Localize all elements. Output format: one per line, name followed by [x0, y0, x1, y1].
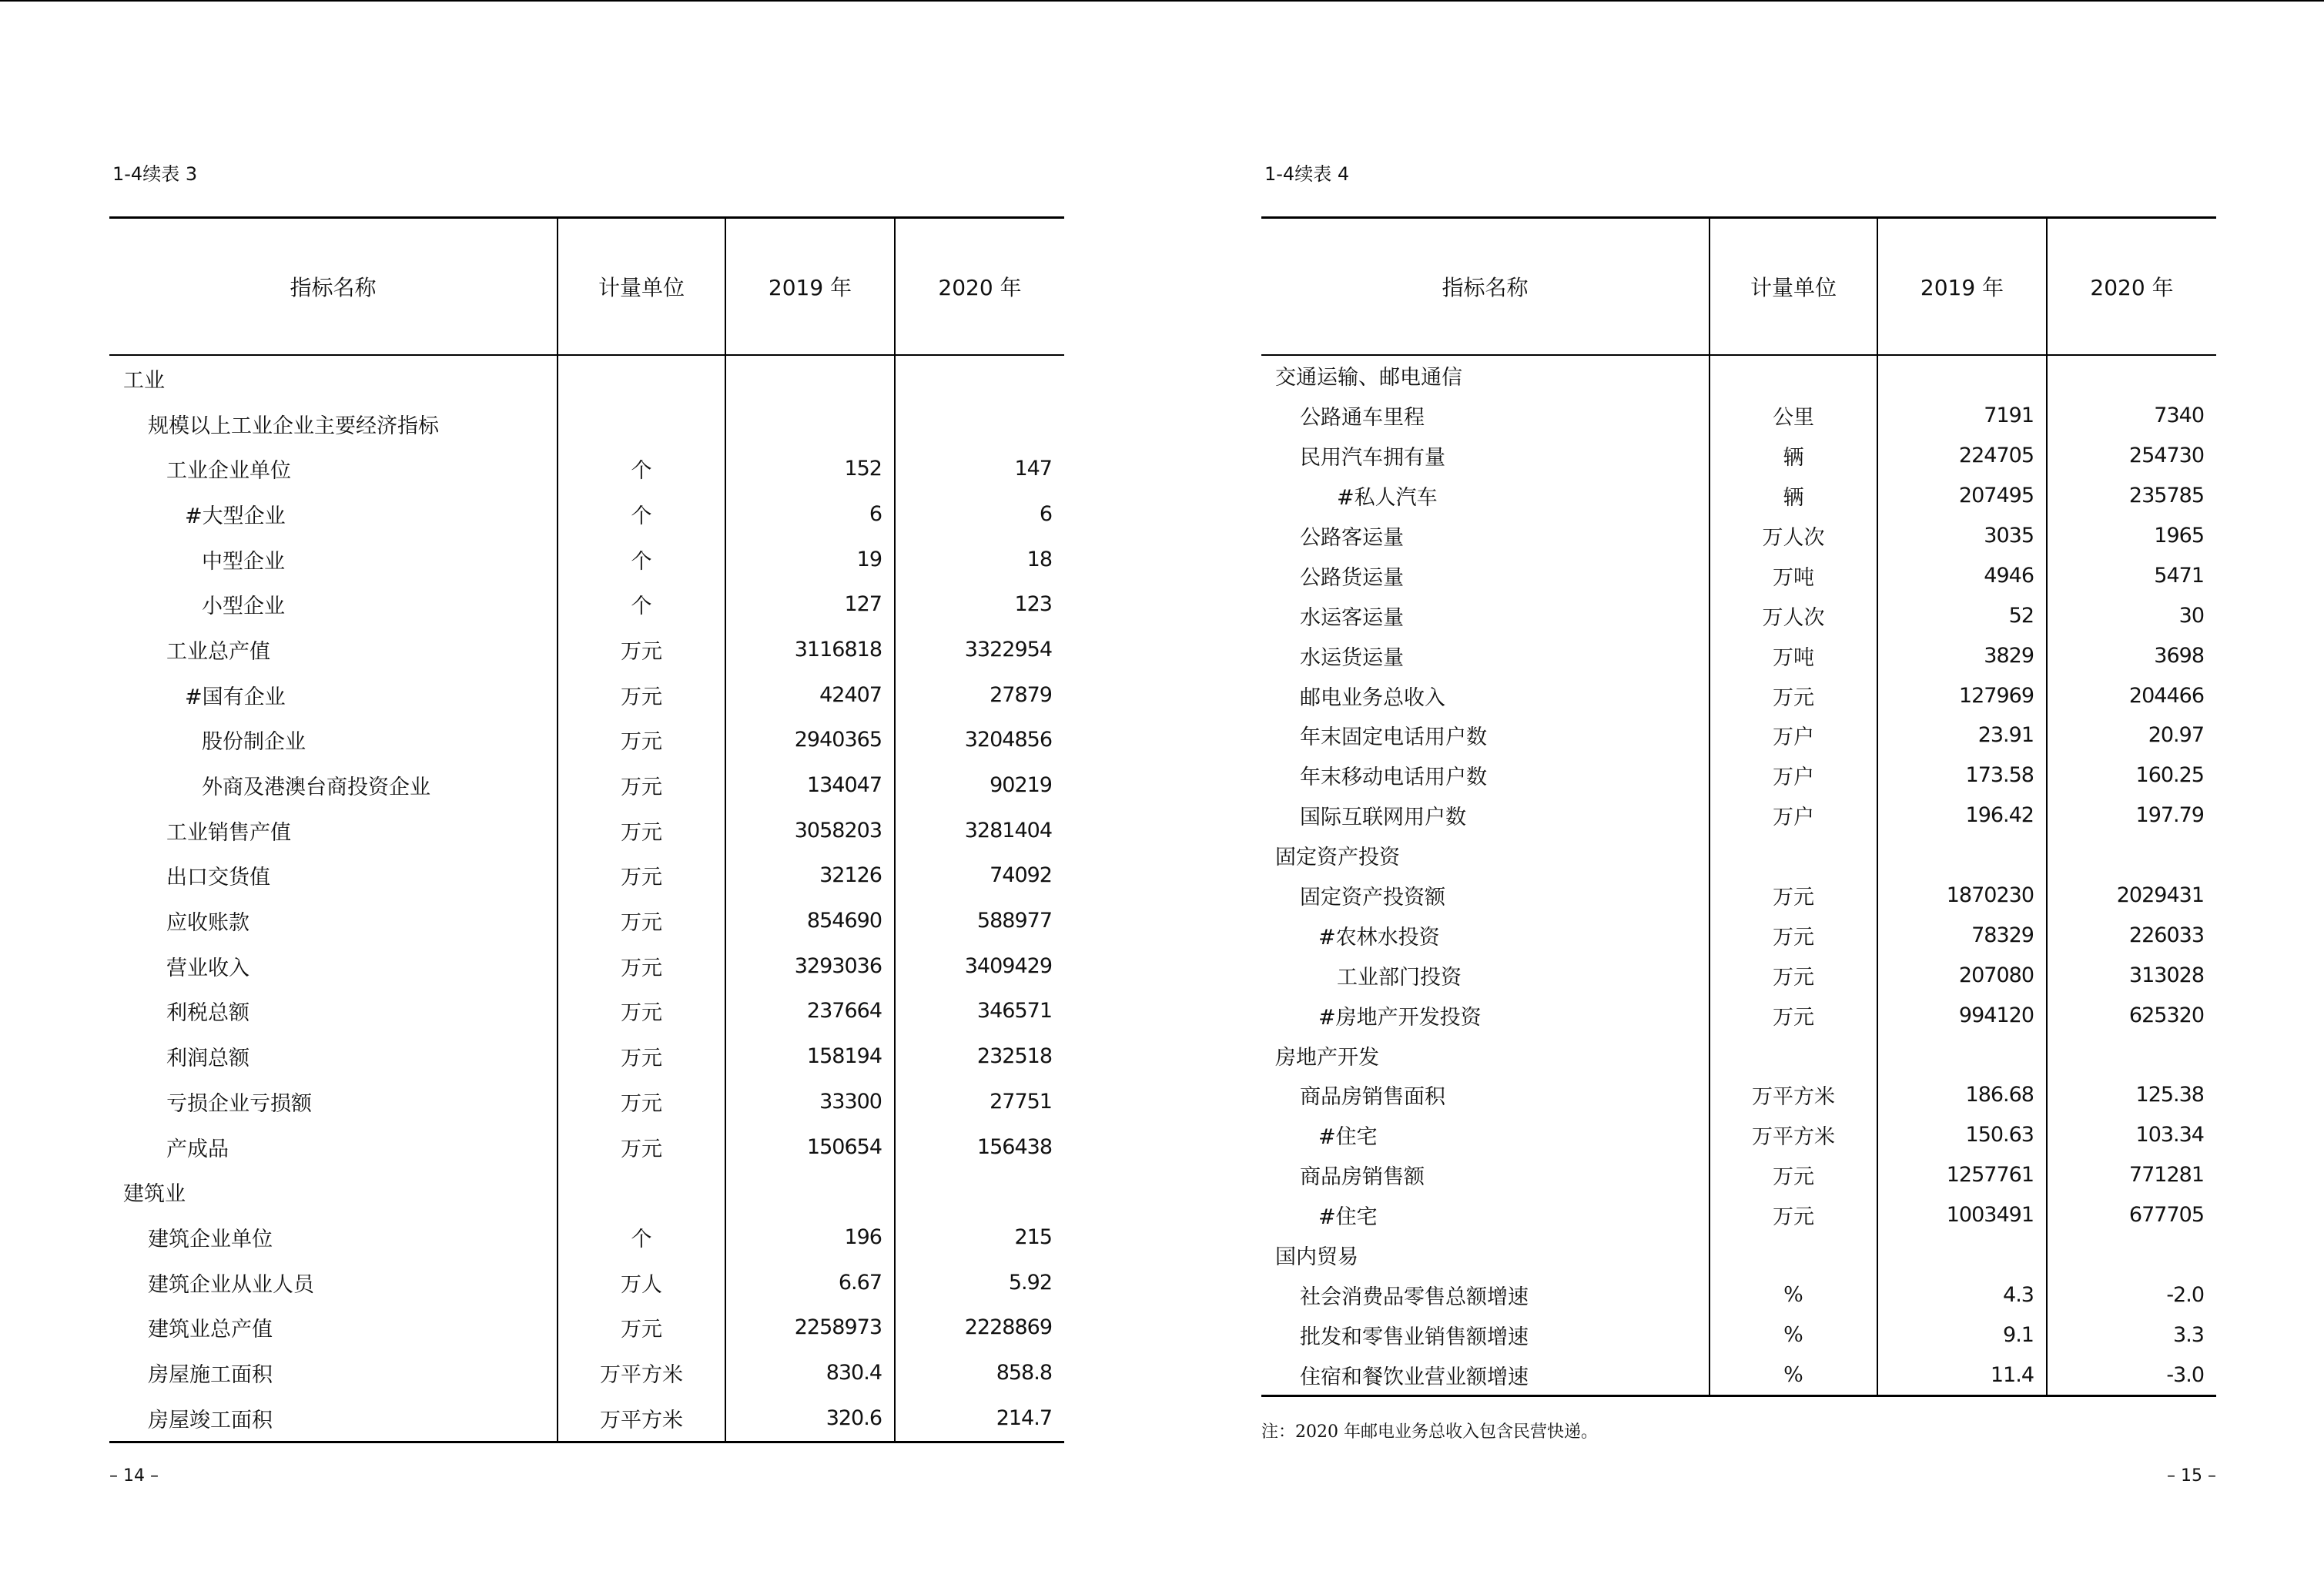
table-row [1261, 355, 2216, 396]
table-row [1261, 476, 2216, 516]
table-row [109, 1305, 1064, 1350]
row-name: 民用汽车拥有量 [1300, 446, 1445, 471]
row-unit: 个 [558, 491, 725, 537]
row-value-2020: 2228869 [895, 1305, 1064, 1350]
row-unit: 万元 [558, 1305, 725, 1350]
row-unit [558, 355, 725, 401]
row-unit: 万元 [558, 627, 725, 672]
row-value-2020 [2047, 1235, 2216, 1275]
table-caption: 1-4续表 3 [112, 163, 198, 185]
row-name: 小型企业 [202, 595, 285, 619]
row-value-2020: 235785 [2047, 476, 2216, 516]
row-unit: 万元 [1710, 876, 1877, 916]
table-row [1261, 1155, 2216, 1195]
table-row [109, 943, 1064, 989]
right-page [1261, 0, 2216, 1588]
row-value-2020 [2047, 1035, 2216, 1075]
table-row [109, 853, 1064, 899]
row-value-2020: 5471 [2047, 555, 2216, 595]
row-value-2020: 254730 [2047, 436, 2216, 476]
table-row [109, 401, 1064, 447]
table-row [1261, 1235, 2216, 1275]
row-value-2019: 52 [1877, 595, 2047, 635]
row-unit: 万元 [558, 1034, 725, 1079]
table-row [109, 718, 1064, 763]
row-unit: 万元 [1710, 995, 1877, 1035]
row-value-2020: 3281404 [895, 808, 1064, 853]
row-name: 利税总额 [166, 1001, 249, 1026]
table-row [109, 1169, 1064, 1214]
table-row [1261, 1315, 2216, 1355]
row-unit: 万元 [558, 762, 725, 808]
row-unit: 万平方米 [558, 1395, 725, 1442]
row-value-2020: 2029431 [2047, 876, 2216, 916]
table-row [1261, 396, 2216, 436]
row-value-2020: 27751 [895, 1079, 1064, 1124]
row-unit: 万户 [1710, 755, 1877, 796]
row-name: 营业收入 [166, 956, 249, 980]
row-name: 水运货运量 [1300, 645, 1404, 670]
table-row [1261, 1195, 2216, 1235]
row-value-2020: 5.92 [895, 1260, 1064, 1305]
table-footnote: 注：2020 年邮电业务总收入包含民营快递。 [1261, 1422, 1598, 1442]
row-value-2019: 11.4 [1877, 1355, 2047, 1395]
row-value-2020: 160.25 [2047, 755, 2216, 796]
row-name: #大型企业 [185, 504, 286, 528]
table-row [1261, 635, 2216, 675]
header-2020: 2020 年 [2047, 218, 2216, 356]
table-row [109, 581, 1064, 627]
table-header-row [1261, 218, 2216, 356]
row-name: 社会消费品零售总额增速 [1300, 1285, 1529, 1309]
row-value-2019: 4946 [1877, 555, 2047, 595]
row-unit [1710, 1235, 1877, 1275]
table-row [1261, 1075, 2216, 1115]
row-unit: 辆 [1710, 436, 1877, 476]
row-name: 年末固定电话用户数 [1300, 725, 1487, 750]
table-row [109, 898, 1064, 943]
table-row [109, 355, 1064, 401]
statistics-table [1261, 216, 2216, 1397]
table-row [1261, 1355, 2216, 1395]
header-2019: 2019 年 [1877, 218, 2047, 356]
row-value-2019: 6.67 [725, 1260, 895, 1305]
row-value-2019: 33300 [725, 1079, 895, 1124]
row-value-2020: 226033 [2047, 915, 2216, 955]
row-unit: 万元 [558, 853, 725, 899]
table-row [109, 989, 1064, 1034]
row-unit: 个 [558, 1214, 725, 1260]
row-value-2019 [725, 401, 895, 447]
row-unit: 个 [558, 581, 725, 627]
table-row [1261, 436, 2216, 476]
row-unit: 万吨 [1710, 635, 1877, 675]
row-value-2019: 134047 [725, 762, 895, 808]
row-value-2019 [1877, 836, 2047, 876]
row-name: 国内贸易 [1275, 1245, 1358, 1270]
row-unit: 公里 [1710, 396, 1877, 436]
row-name: 房屋竣工面积 [148, 1408, 273, 1432]
row-value-2020: 625320 [2047, 995, 2216, 1035]
row-name: 公路通车里程 [1300, 406, 1425, 431]
row-value-2020: 214.7 [895, 1395, 1064, 1442]
table-row [1261, 555, 2216, 595]
row-name: 国际互联网用户数 [1300, 806, 1466, 830]
row-value-2020: -3.0 [2047, 1355, 2216, 1395]
row-value-2019: 173.58 [1877, 755, 2047, 796]
row-unit: 万元 [558, 672, 725, 718]
row-unit: 万元 [558, 989, 725, 1034]
row-name: 工业销售产值 [166, 820, 291, 845]
table-row [109, 762, 1064, 808]
table-header-row [109, 218, 1064, 356]
row-unit: 万元 [1710, 955, 1877, 995]
header-2020: 2020 年 [895, 218, 1064, 356]
row-value-2020: 103.34 [2047, 1115, 2216, 1155]
row-value-2020: 215 [895, 1214, 1064, 1260]
row-value-2020 [2047, 355, 2216, 396]
row-value-2019: 150654 [725, 1124, 895, 1170]
row-value-2019: 854690 [725, 898, 895, 943]
row-name: 邮电业务总收入 [1300, 685, 1445, 710]
row-value-2020: 6 [895, 491, 1064, 537]
row-unit: 万元 [558, 1079, 725, 1124]
row-unit: 万元 [558, 718, 725, 763]
row-value-2019 [725, 1169, 895, 1214]
row-value-2019: 196.42 [1877, 796, 2047, 836]
table-row [109, 672, 1064, 718]
row-name: 交通运输、邮电通信 [1275, 366, 1462, 390]
row-unit: 万吨 [1710, 555, 1877, 595]
table-row [109, 1350, 1064, 1395]
row-value-2020: 197.79 [2047, 796, 2216, 836]
row-name: #住宅 [1318, 1125, 1378, 1150]
row-name: 固定资产投资 [1275, 846, 1400, 870]
header-indicator-name: 指标名称 [109, 218, 558, 356]
row-name: 工业 [123, 368, 165, 393]
row-value-2020 [895, 355, 1064, 401]
row-name: 建筑业总产值 [148, 1318, 273, 1342]
row-value-2020: 7340 [2047, 396, 2216, 436]
row-value-2020 [2047, 836, 2216, 876]
row-value-2020: 346571 [895, 989, 1064, 1034]
row-value-2019 [1877, 1035, 2047, 1075]
table-row [109, 808, 1064, 853]
row-value-2019: 127 [725, 581, 895, 627]
row-value-2019: 158194 [725, 1034, 895, 1079]
row-unit: 万人次 [1710, 595, 1877, 635]
table-row [1261, 796, 2216, 836]
row-value-2019: 3116818 [725, 627, 895, 672]
row-value-2019: 19 [725, 537, 895, 582]
table-row [109, 1395, 1064, 1442]
row-value-2019: 186.68 [1877, 1075, 2047, 1115]
row-unit: 万元 [558, 898, 725, 943]
row-name: 水运客运量 [1300, 605, 1404, 630]
row-name: 房屋施工面积 [148, 1362, 273, 1387]
row-unit: 万平方米 [558, 1350, 725, 1395]
row-unit: 辆 [1710, 476, 1877, 516]
table-row [109, 1124, 1064, 1170]
row-unit: 万平方米 [1710, 1115, 1877, 1155]
row-unit: 万元 [558, 943, 725, 989]
row-value-2020: 677705 [2047, 1195, 2216, 1235]
table-row [1261, 755, 2216, 796]
row-value-2020: 123 [895, 581, 1064, 627]
row-unit: 万元 [1710, 675, 1877, 715]
row-value-2019: 32126 [725, 853, 895, 899]
header-unit: 计量单位 [558, 218, 725, 356]
row-value-2020: 204466 [2047, 675, 2216, 715]
page-number: – 14 – [109, 1466, 159, 1486]
row-value-2019: 224705 [1877, 436, 2047, 476]
table-row [109, 1260, 1064, 1305]
row-value-2019: 3829 [1877, 635, 2047, 675]
row-name: 规模以上工业企业主要经济指标 [148, 414, 439, 438]
row-value-2020: 232518 [895, 1034, 1064, 1079]
row-unit: % [1710, 1315, 1877, 1355]
row-value-2020 [895, 1169, 1064, 1214]
row-unit: 万户 [1710, 796, 1877, 836]
table-row [1261, 876, 2216, 916]
row-unit: 万元 [1710, 1155, 1877, 1195]
table-row [1261, 675, 2216, 715]
row-value-2020: 3.3 [2047, 1315, 2216, 1355]
row-value-2019: 237664 [725, 989, 895, 1034]
header-unit: 计量单位 [1710, 218, 1877, 356]
row-value-2019: 2258973 [725, 1305, 895, 1350]
row-value-2019: 42407 [725, 672, 895, 718]
row-value-2020: 313028 [2047, 955, 2216, 995]
row-name: 公路客运量 [1300, 526, 1404, 550]
row-value-2020: 3698 [2047, 635, 2216, 675]
row-unit: 万元 [1710, 915, 1877, 955]
row-value-2019: 23.91 [1877, 715, 2047, 755]
row-value-2019: 3035 [1877, 516, 2047, 556]
row-name: 建筑企业单位 [148, 1227, 273, 1251]
row-value-2020: 27879 [895, 672, 1064, 718]
row-value-2019: 994120 [1877, 995, 2047, 1035]
row-unit [558, 401, 725, 447]
row-value-2019: 2940365 [725, 718, 895, 763]
row-value-2019: 3293036 [725, 943, 895, 989]
table-row [1261, 995, 2216, 1035]
row-name: 出口交货值 [166, 866, 270, 890]
row-name: 亏损企业亏损额 [166, 1091, 312, 1116]
table-row [1261, 715, 2216, 755]
row-unit: 万平方米 [1710, 1075, 1877, 1115]
row-name: #私人汽车 [1337, 486, 1438, 511]
row-name: 批发和零售业销售额增速 [1300, 1325, 1529, 1349]
row-name: 建筑企业从业人员 [148, 1272, 314, 1297]
page-number: – 15 – [2167, 1466, 2216, 1486]
row-unit [1710, 836, 1877, 876]
row-name: 公路货运量 [1300, 565, 1404, 590]
row-name: #农林水投资 [1318, 925, 1440, 950]
header-indicator-name: 指标名称 [1261, 218, 1710, 356]
row-value-2019: 6 [725, 491, 895, 537]
row-name: 利润总额 [166, 1047, 249, 1071]
row-unit: 万元 [558, 1124, 725, 1170]
row-value-2020: 588977 [895, 898, 1064, 943]
row-name: 工业总产值 [166, 639, 270, 664]
row-value-2020: 74092 [895, 853, 1064, 899]
row-value-2019: 1003491 [1877, 1195, 2047, 1235]
row-value-2020: 147 [895, 446, 1064, 491]
table-row [1261, 915, 2216, 955]
row-name: 工业企业单位 [166, 459, 291, 484]
header-2019: 2019 年 [725, 218, 895, 356]
table-row [109, 446, 1064, 491]
row-value-2020: 18 [895, 537, 1064, 582]
row-unit: 个 [558, 537, 725, 582]
row-value-2020: 125.38 [2047, 1075, 2216, 1115]
row-unit: 万元 [1710, 1195, 1877, 1235]
row-name: 住宿和餐饮业营业额增速 [1300, 1365, 1529, 1389]
row-value-2020: 3204856 [895, 718, 1064, 763]
table-row [109, 491, 1064, 537]
row-value-2019: 150.63 [1877, 1115, 2047, 1155]
row-value-2020: 858.8 [895, 1350, 1064, 1395]
row-value-2019 [1877, 355, 2047, 396]
row-name: 中型企业 [202, 549, 285, 574]
row-name: 产成品 [166, 1137, 229, 1161]
row-value-2019: 9.1 [1877, 1315, 2047, 1355]
table-row [1261, 516, 2216, 556]
table-row [109, 1079, 1064, 1124]
row-value-2020: 1965 [2047, 516, 2216, 556]
table-row [1261, 1115, 2216, 1155]
row-value-2019 [1877, 1235, 2047, 1275]
row-name: 固定资产投资额 [1300, 886, 1445, 910]
row-name: #住宅 [1318, 1205, 1378, 1230]
row-value-2020: 90219 [895, 762, 1064, 808]
row-value-2020: 771281 [2047, 1155, 2216, 1195]
row-value-2019: 152 [725, 446, 895, 491]
row-value-2019: 196 [725, 1214, 895, 1260]
row-unit [1710, 355, 1877, 396]
row-unit [558, 1169, 725, 1214]
row-unit: 万人次 [1710, 516, 1877, 556]
table-row [109, 1214, 1064, 1260]
row-value-2019: 830.4 [725, 1350, 895, 1395]
row-value-2020: 3409429 [895, 943, 1064, 989]
row-value-2019: 3058203 [725, 808, 895, 853]
left-page [109, 0, 1064, 1588]
table-row [1261, 836, 2216, 876]
row-name: 年末移动电话用户数 [1300, 766, 1487, 790]
row-value-2019: 127969 [1877, 675, 2047, 715]
row-value-2019: 207080 [1877, 955, 2047, 995]
table-row [109, 537, 1064, 582]
statistics-table [109, 216, 1064, 1443]
row-unit: % [1710, 1275, 1877, 1315]
row-value-2020: 156438 [895, 1124, 1064, 1170]
row-value-2020: 20.97 [2047, 715, 2216, 755]
row-value-2019: 4.3 [1877, 1275, 2047, 1315]
row-unit: 万元 [558, 808, 725, 853]
row-name: 工业部门投资 [1337, 965, 1462, 990]
row-value-2019: 1257761 [1877, 1155, 2047, 1195]
row-unit [1710, 1035, 1877, 1075]
row-value-2019 [725, 355, 895, 401]
table-row [109, 627, 1064, 672]
row-unit: 个 [558, 446, 725, 491]
row-name: 应收账款 [166, 911, 249, 936]
row-unit: 万户 [1710, 715, 1877, 755]
row-value-2019: 320.6 [725, 1395, 895, 1442]
table-row [1261, 955, 2216, 995]
row-name: #房地产开发投资 [1318, 1005, 1482, 1030]
row-value-2019: 207495 [1877, 476, 2047, 516]
row-name: 外商及港澳台商投资企业 [202, 776, 430, 800]
row-name: 建筑业 [123, 1182, 186, 1207]
table-caption: 1-4续表 4 [1264, 163, 1350, 185]
row-name: 房地产开发 [1275, 1045, 1379, 1070]
row-name: 商品房销售额 [1300, 1165, 1425, 1190]
row-unit: % [1710, 1355, 1877, 1395]
table-row [109, 1034, 1064, 1079]
row-value-2019: 78329 [1877, 915, 2047, 955]
row-name: 股份制企业 [202, 730, 306, 755]
row-value-2019: 7191 [1877, 396, 2047, 436]
row-name: 商品房销售面积 [1300, 1085, 1445, 1110]
row-value-2020: 30 [2047, 595, 2216, 635]
row-value-2020: -2.0 [2047, 1275, 2216, 1315]
row-name: #国有企业 [185, 685, 286, 709]
row-value-2020 [895, 401, 1064, 447]
table-row [1261, 1275, 2216, 1315]
table-row [1261, 1035, 2216, 1075]
table-row [1261, 595, 2216, 635]
row-unit: 万人 [558, 1260, 725, 1305]
row-value-2020: 3322954 [895, 627, 1064, 672]
row-value-2019: 1870230 [1877, 876, 2047, 916]
